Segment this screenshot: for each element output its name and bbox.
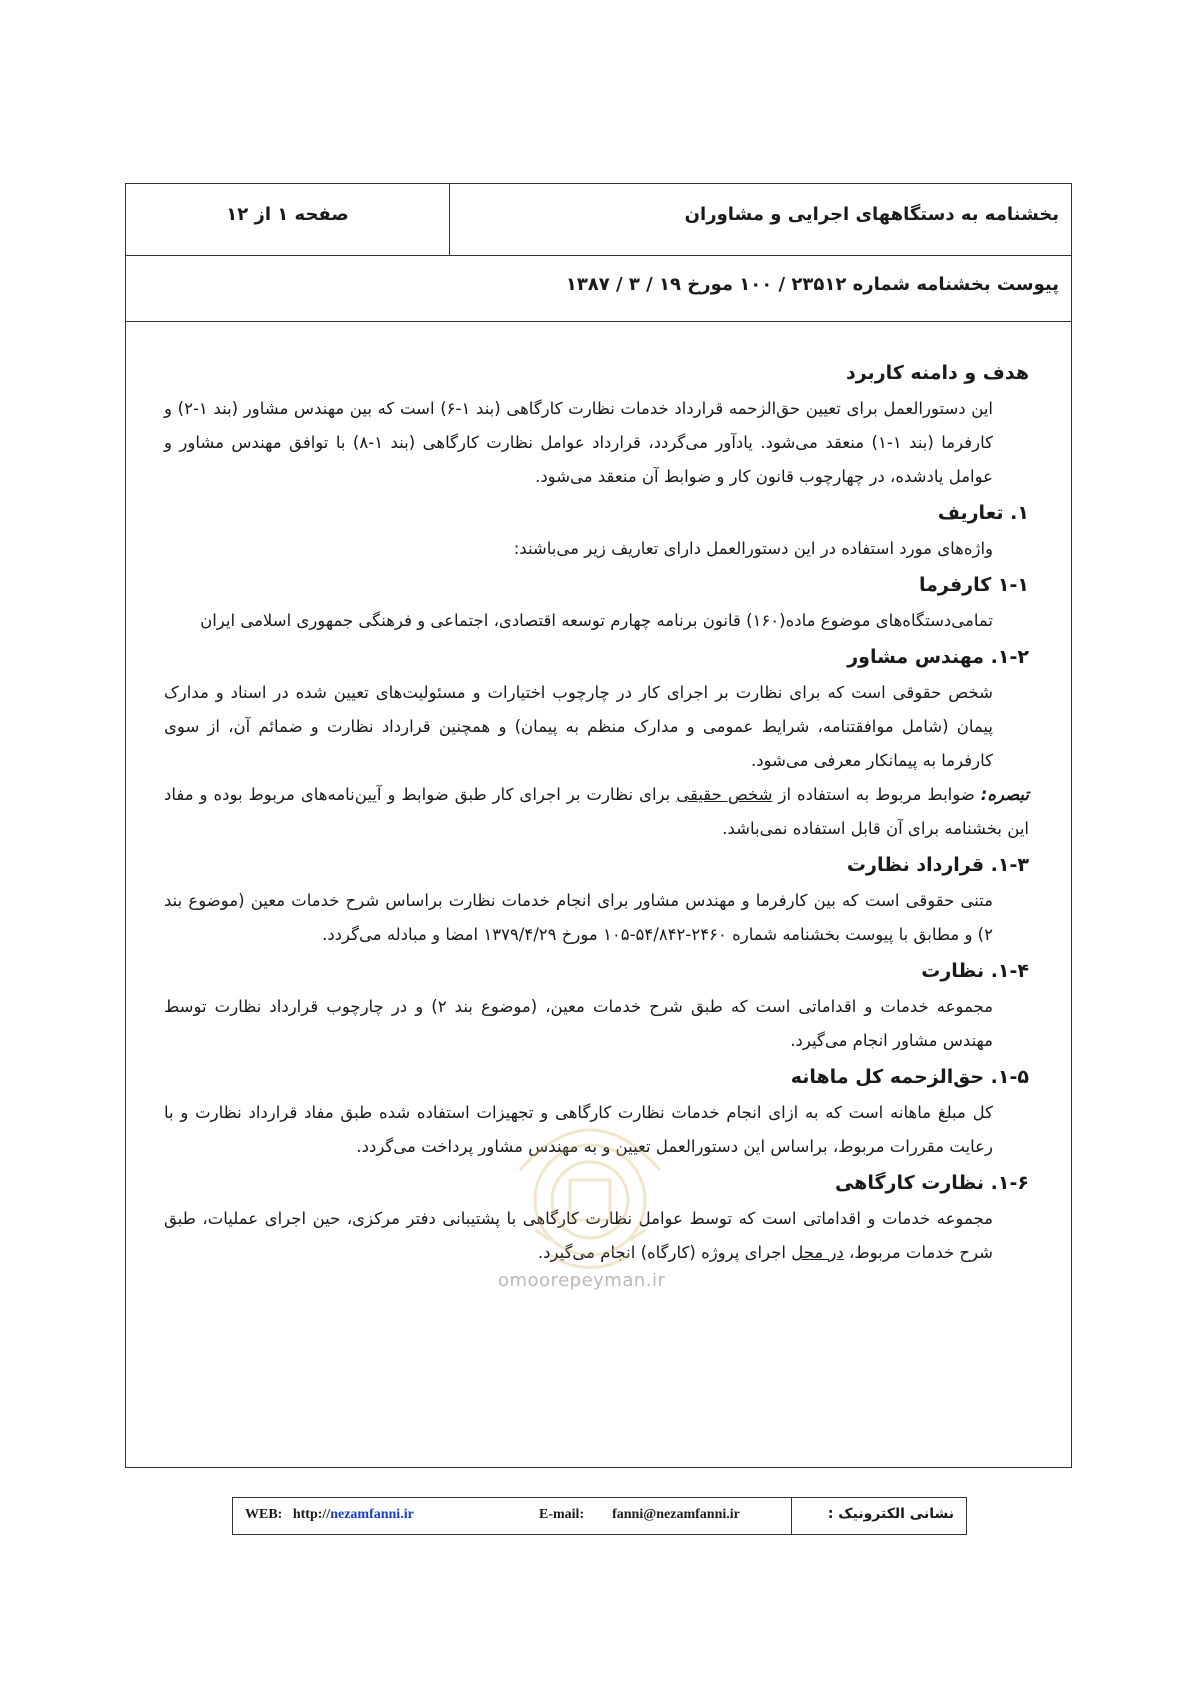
document-body	[164, 354, 1029, 1270]
heading-contract: ۱-۳. قرارداد نظارت	[846, 854, 1029, 876]
heading-site-supervision: ۱-۶. نظارت کارگاهی	[834, 1172, 1029, 1194]
web-prefix: http://	[292, 1507, 331, 1522]
note-underlined: شخص حقیقی	[676, 785, 773, 804]
employer-paragraph: تمامی‌دستگاه‌های موضوع ماده(۱۶۰) قانون برنامه چهارم توسعه اقتصادی، اجتماعی و فرهنگی جمهوری اسلامی ایران	[200, 611, 993, 630]
email-link[interactable]: fanni@nezamfanni.ir	[612, 1507, 740, 1522]
heading-employer: ۱-۱ کارفرما	[919, 574, 1029, 596]
site-underlined: در محل	[791, 1243, 844, 1262]
section-heading-definitions: ۱. تعاریف	[937, 502, 1029, 524]
site-text-before: مجموعه خدمات و اقداماتی است که توسط عوامل نظارت کارگاهی با پشتیبانی دفتر مرکزی، حین اجرای عملیات، طبق شرح خدمات مربوط،	[164, 1209, 993, 1262]
heading-consultant: ۱-۲. مهندس مشاور	[847, 646, 1029, 668]
header-divider	[449, 184, 450, 256]
footer-label: نشانی الکترونیک :	[827, 1506, 954, 1522]
site-supervision-paragraph	[164, 1202, 1029, 1270]
footer-divider	[791, 1498, 792, 1534]
consultant-paragraph: شخص حقوقی است که برای نظارت بر اجرای کار در چارچوب اختیارات و مسئولیت‌های تعیین شده در اسناد و مدارک پیمان (شامل موافقتنامه، شرایط عمومی و مدارک منظم به پیمان) و همچنین قرارداد نظارت و ضمائم آن، از سوی کارفرما به پیمانکار معرفی می‌شود.	[164, 683, 993, 770]
footer-web	[245, 1507, 414, 1523]
section-heading-goal: هدف و دامنه کاربرد	[845, 362, 1029, 384]
header-title: بخشنامه به دستگاههای اجرایی و مشاوران	[684, 204, 1059, 225]
web-link[interactable]: nezamfanni.ir	[330, 1507, 414, 1522]
annex-reference: پیوست بخشنامه شماره ۲۳۵۱۲ / ۱۰۰ مورخ ۱۹ / ۳ / ۱۳۸۷	[565, 274, 1059, 295]
contract-paragraph: متنی حقوقی است که بین کارفرما و مهندس مشاور برای انجام خدمات نظارت براساس شرح خدمات معین (موضوع بند ۲) و مطابق با پیوست بخشنامه شماره ۲۴۶۰-۵۴/۸۴۲-۱۰۵ مورخ ۱۳۷۹/۴/۲۹ امضا و مبادله می‌گردد.	[164, 891, 993, 944]
footer-box	[232, 1497, 967, 1535]
header-row	[126, 184, 1071, 256]
note-text-after: برای نظارت بر اجرای کار طبق ضوابط و آیین‌نامه‌های مربوط بوده و مفاد این بخشنامه برای آن قابل استفاده نمی‌باشد.	[164, 785, 1029, 838]
page-number: صفحه ۱ از ۱۲	[226, 204, 349, 225]
heading-supervision: ۱-۴. نظارت	[921, 960, 1029, 982]
footer-email	[515, 1507, 740, 1523]
web-label: WEB:	[245, 1507, 283, 1522]
note-text-before: ضوابط مربوط به استفاده از	[772, 785, 981, 804]
definitions-intro: واژه‌های مورد استفاده در این دستورالعمل دارای تعاریف زیر می‌باشند:	[513, 539, 993, 558]
watermark-text: omoorepeyman.ir	[498, 1270, 666, 1291]
monthly-fee-paragraph: کل مبلغ ماهانه است که به ازای انجام خدمات نظارت کارگاهی و تجهیزات استفاده شده طبق مفاد قرارداد نظارت و با رعایت مقررات مربوط، براساس این دستورالعمل تعیین و به مهندس مشاور پرداخت می‌گردد.	[164, 1103, 993, 1156]
email-label: E-mail:	[539, 1507, 585, 1522]
note-label: تبصره:	[980, 785, 1030, 804]
supervision-paragraph: مجموعه خدمات و اقداماتی است که طبق شرح خدمات معین، (موضوع بند ۲) و در چارچوب قرارداد نظارت توسط مهندس مشاور انجام می‌گیرد.	[164, 997, 993, 1050]
note-paragraph	[164, 778, 1029, 846]
goal-paragraph: این دستورالعمل برای تعیین حق‌الزحمه قرارداد خدمات نظارت کارگاهی (بند ۱-۶) است که بین مهندس مشاور (بند ۱-۲) و کارفرما (بند ۱-۱) منعقد می‌شود. یادآور می‌گردد، قرارداد عوامل نظارت کارگاهی (بند ۱-۸) با توافق مهندس مشاور و عوامل یادشده، در چهارچوب قانون کار و ضوابط آن منعقد می‌شود.	[164, 399, 994, 486]
heading-monthly-fee: ۱-۵. حق‌الزحمه کل ماهانه	[790, 1066, 1029, 1088]
annex-row	[126, 256, 1071, 322]
site-text-after: اجرای پروژه (کارگاه) انجام می‌گیرد.	[537, 1243, 792, 1262]
